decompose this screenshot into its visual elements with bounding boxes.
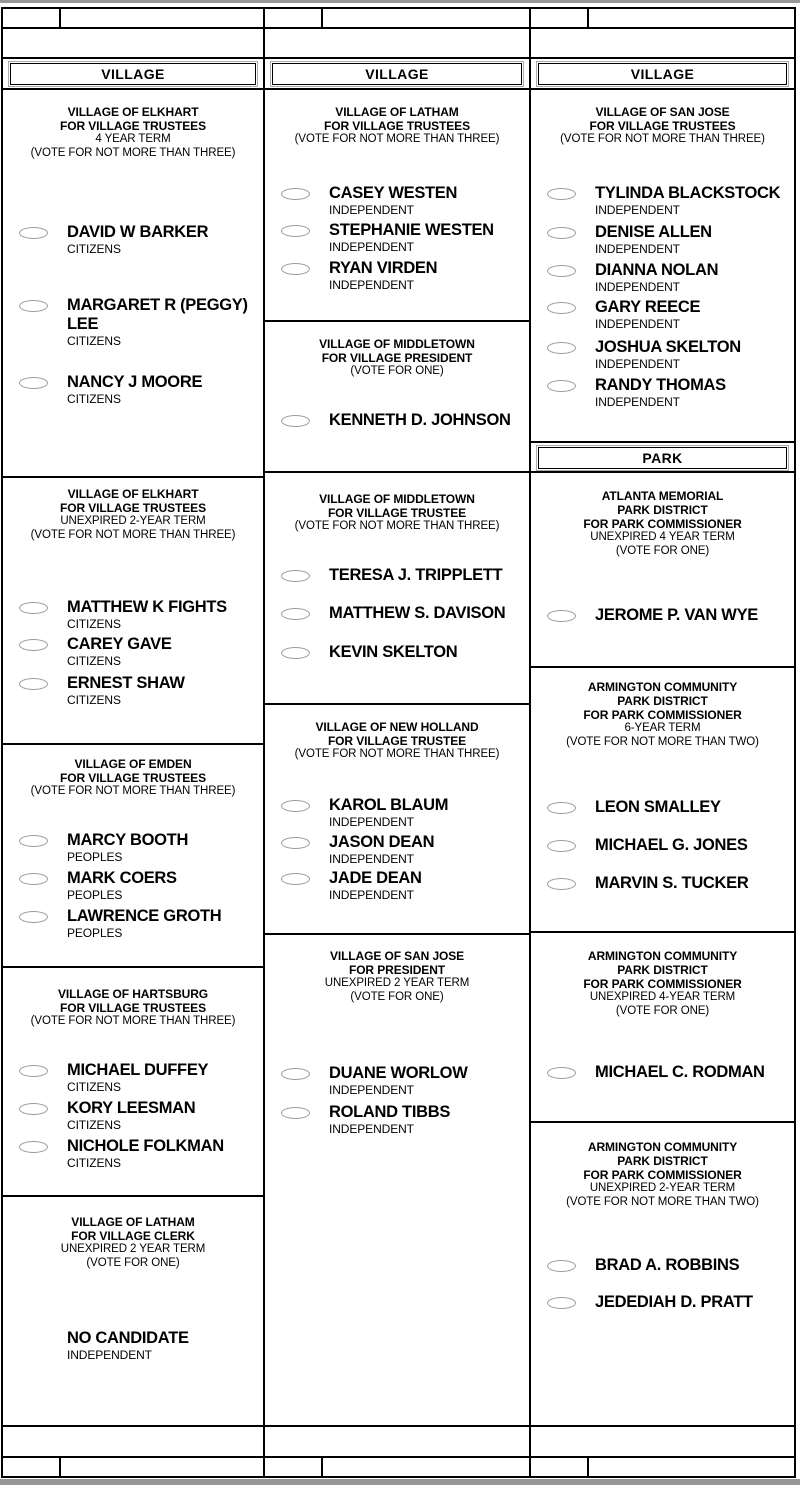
contest-title-line: ARMINGTON COMMUNITY [587, 949, 738, 963]
candidate-name: KORY LEESMAN [67, 1099, 196, 1117]
stub-box-small [265, 1458, 323, 1476]
vote-oval[interactable] [281, 1107, 310, 1119]
contest-header [267, 720, 527, 762]
contest-title-line: VILLAGE OF SAN JOSE [329, 949, 465, 963]
contest-header [267, 337, 527, 379]
contest-instruction: (VOTE FOR ONE) [615, 1004, 710, 1017]
candidate-row [531, 798, 794, 817]
candidate-text [595, 338, 792, 371]
contest-term: UNEXPIRED 4-YEAR TERM [589, 991, 736, 1003]
candidate-name: MARCY BOOTH [67, 831, 189, 849]
candidate-party: INDEPENDENT [595, 203, 680, 217]
stub-row-top [531, 9, 794, 29]
contest [265, 90, 529, 322]
contest-title-line: FOR VILLAGE TRUSTEE [327, 506, 467, 520]
stub-row-top [265, 9, 529, 29]
candidate-name: KAROL BLAUM [329, 796, 449, 814]
contest-instruction: (VOTE FOR ONE) [86, 1256, 180, 1269]
vote-oval[interactable] [19, 911, 48, 923]
candidate-text [329, 833, 527, 866]
candidate-party: INDEPENDENT [329, 1122, 414, 1136]
candidate-row [265, 1103, 529, 1136]
candidate-row [265, 604, 529, 623]
contest-header [533, 1140, 792, 1209]
candidate-row [3, 674, 263, 707]
candidate-text [329, 1103, 527, 1136]
contest-instruction: (VOTE FOR NOT MORE THAN THREE) [294, 520, 500, 532]
candidate-party: INDEPENDENT [595, 317, 680, 331]
candidate-name: TERESA J. TRIPPLETT [329, 566, 503, 584]
candidate-name: GARY REECE [595, 298, 701, 316]
vote-oval[interactable] [281, 570, 310, 582]
vote-oval[interactable] [281, 225, 310, 237]
vote-oval[interactable] [281, 188, 310, 200]
banner-label: VILLAGE [10, 63, 256, 85]
candidate-name: STEPHANIE WESTEN [329, 221, 494, 239]
contest [265, 473, 529, 705]
vote-oval[interactable] [281, 263, 310, 275]
contest [531, 473, 794, 668]
vote-oval[interactable] [547, 802, 576, 814]
contest-title-line: ARMINGTON COMMUNITY [587, 680, 738, 694]
candidate-row [531, 1293, 794, 1312]
contest-instruction: (VOTE FOR ONE) [350, 990, 444, 1003]
contest [265, 705, 529, 935]
contest-term: UNEXPIRED 2-YEAR TERM [589, 1182, 736, 1194]
candidate-row [3, 296, 263, 348]
vote-oval[interactable] [19, 873, 48, 885]
stub-row-bottom [3, 1456, 263, 1476]
candidate-text [329, 869, 527, 902]
contest-title-line: VILLAGE OF MIDDLETOWN [319, 337, 475, 351]
vote-oval[interactable] [547, 1260, 576, 1272]
candidate-row [3, 1137, 263, 1170]
candidate-row [3, 869, 263, 902]
contest-title-line: FOR VILLAGE TRUSTEES [59, 501, 206, 515]
candidate-text [329, 184, 527, 217]
candidate-text [67, 869, 261, 902]
candidate-party: CITIZENS [67, 1118, 121, 1132]
contest-title-line: FOR VILLAGE CLERK [71, 1229, 195, 1243]
candidate-name: TYLINDA BLACKSTOCK [595, 184, 781, 202]
candidate-name: LAWRENCE GROTH [67, 907, 222, 925]
candidate-row [3, 907, 263, 940]
vote-oval[interactable] [19, 1065, 48, 1077]
candidate-name: KENNETH D. JOHNSON [329, 411, 511, 429]
contest-title-line: VILLAGE OF SAN JOSE [595, 105, 730, 119]
stub-box-small [531, 1458, 589, 1476]
vote-oval[interactable] [19, 639, 48, 651]
contest-title-line: PARK DISTRICT [617, 694, 708, 708]
candidate-party: INDEPENDENT [329, 240, 414, 254]
candidate-name: NO CANDIDATE [67, 1329, 189, 1347]
contest [3, 968, 263, 1197]
candidate-text [595, 261, 792, 294]
candidate-row [3, 373, 263, 406]
candidate-text [595, 223, 792, 256]
contest [3, 478, 263, 745]
contest-title-line: VILLAGE OF NEW HOLLAND [315, 720, 479, 734]
candidate-name: DENISE ALLEN [595, 223, 712, 241]
candidate-name: JEDEDIAH D. PRATT [595, 1293, 753, 1311]
stub-box-small [265, 9, 323, 27]
candidate-name: CAREY GAVE [67, 635, 172, 653]
contest [531, 1123, 794, 1427]
vote-oval[interactable] [19, 1141, 48, 1153]
candidate-row [3, 223, 263, 256]
contest-title-line: FOR VILLAGE TRUSTEES [59, 1001, 206, 1015]
vote-oval[interactable] [547, 380, 576, 392]
ballot-column [263, 7, 531, 1478]
candidate-party: PEOPLES [67, 926, 123, 940]
candidate-row [3, 1329, 263, 1362]
candidate-name: MARVIN S. TUCKER [595, 874, 749, 892]
contest-title-line: FOR VILLAGE TRUSTEES [589, 119, 736, 133]
vote-oval[interactable] [547, 840, 576, 852]
candidate-name: LEON SMALLEY [595, 798, 721, 816]
candidate-row [3, 635, 263, 668]
candidate-party: INDEPENDENT [329, 278, 414, 292]
contest [265, 935, 529, 1427]
contest-title-line: FOR VILLAGE TRUSTEE [327, 734, 467, 748]
section-banner [265, 57, 529, 90]
contest-title-line: FOR PRESIDENT [348, 963, 446, 977]
contest-title-line: VILLAGE OF ELKHART [67, 105, 199, 119]
contest-header [533, 489, 792, 558]
vote-oval[interactable] [547, 1067, 576, 1079]
candidate-row [265, 259, 529, 292]
contest-header [267, 492, 527, 534]
stub-row-bottom [265, 1456, 529, 1476]
vote-oval[interactable] [19, 1103, 48, 1115]
candidate-row [531, 836, 794, 855]
candidate-text [329, 1064, 527, 1097]
stub-row-top [3, 9, 263, 29]
contest [531, 90, 794, 443]
vote-oval[interactable] [281, 415, 310, 427]
candidate-name: NICHOLE FOLKMAN [67, 1137, 224, 1155]
contest-instruction: (VOTE FOR NOT MORE THAN THREE) [30, 528, 236, 541]
contest [3, 90, 263, 478]
candidate-name: MICHAEL G. JONES [595, 836, 748, 854]
contest-title-line: VILLAGE OF ELKHART [67, 487, 199, 501]
candidate-row [265, 1064, 529, 1097]
contest-header [267, 949, 527, 1004]
candidate-row [265, 411, 529, 430]
candidate-text [67, 1329, 261, 1362]
contest-term: 4 YEAR TERM [95, 133, 171, 145]
candidate-text [595, 874, 792, 893]
candidate-text [329, 604, 527, 623]
contest-title-line: PARK DISTRICT [617, 963, 708, 977]
section-banner [531, 57, 794, 90]
candidate-name: MARK COERS [67, 869, 177, 887]
ballot-column [1, 7, 265, 1478]
contest-instruction: (VOTE FOR NOT MORE THAN THREE) [30, 146, 236, 159]
candidate-row [265, 221, 529, 254]
contest-title-line: FOR PARK COMMISSIONER [583, 977, 742, 991]
contest [3, 745, 263, 968]
contest-title-line: FOR VILLAGE TRUSTEES [323, 119, 470, 133]
candidate-row [531, 261, 794, 294]
candidate-text [595, 1256, 792, 1275]
candidate-name: DUANE WORLOW [329, 1064, 468, 1082]
contest-title-line: VILLAGE OF MIDDLETOWN [319, 492, 475, 506]
candidate-name: JEROME P. VAN WYE [595, 606, 758, 624]
candidate-party: INDEPENDENT [329, 203, 414, 217]
contest-instruction: (VOTE FOR NOT MORE THAN THREE) [294, 748, 500, 760]
stub-row-bottom [531, 1456, 794, 1476]
candidate-row [531, 1256, 794, 1275]
candidate-name: CASEY WESTEN [329, 184, 458, 202]
contest-instruction: (VOTE FOR NOT MORE THAN TWO) [566, 735, 759, 748]
candidate-party: INDEPENDENT [595, 357, 680, 371]
candidate-text [329, 796, 527, 829]
candidate-party: PEOPLES [67, 850, 123, 864]
contest-instruction: (VOTE FOR NOT MORE THAN THREE) [560, 133, 765, 145]
candidate-text [329, 221, 527, 254]
banner-label: PARK [538, 447, 787, 469]
contest-title-line: FOR PARK COMMISSIONER [583, 1168, 742, 1182]
candidate-row [531, 874, 794, 893]
contest-header [5, 1215, 261, 1270]
candidate-party: CITIZENS [67, 1156, 121, 1170]
contest-instruction: (VOTE FOR ONE) [615, 544, 710, 557]
stub-box-small [3, 9, 61, 27]
candidate-name: DAVID W BARKER [67, 223, 209, 241]
candidate-row [531, 223, 794, 256]
candidate-text [67, 635, 261, 668]
banner-label: VILLAGE [272, 63, 522, 85]
candidate-name: MATTHEW S. DAVISON [329, 604, 506, 622]
vote-oval[interactable] [281, 873, 310, 885]
candidate-row [531, 338, 794, 371]
candidate-party: CITIZENS [67, 242, 121, 256]
contest-instruction: (VOTE FOR NOT MORE THAN THREE) [294, 133, 500, 145]
candidate-party: CITIZENS [67, 617, 121, 631]
candidate-name: MICHAEL DUFFEY [67, 1061, 209, 1079]
contest-term: UNEXPIRED 4 YEAR TERM [590, 531, 735, 543]
candidate-text [595, 376, 792, 409]
vote-oval[interactable] [281, 1068, 310, 1080]
candidate-text [67, 1137, 261, 1170]
candidate-text [595, 1293, 792, 1312]
candidate-row [531, 1063, 794, 1082]
vote-oval[interactable] [19, 377, 48, 389]
contest-title-line: PARK DISTRICT [617, 503, 708, 517]
vote-oval[interactable] [19, 227, 48, 239]
contest-term: UNEXPIRED 2 YEAR TERM [324, 977, 470, 989]
contest-instruction: (VOTE FOR NOT MORE THAN TWO) [566, 1195, 759, 1208]
candidate-row [531, 298, 794, 331]
contest-title-line: ARMINGTON COMMUNITY [587, 1140, 738, 1154]
vote-oval[interactable] [547, 302, 576, 314]
contest-header [5, 105, 261, 160]
page-edge-bottom [0, 1479, 800, 1485]
contest-term: 6-YEAR TERM [624, 722, 701, 734]
contest-header [5, 757, 261, 799]
candidate-text [67, 1061, 261, 1094]
section-banner [531, 443, 794, 473]
contest-title-line: VILLAGE OF LATHAM [71, 1215, 195, 1229]
candidate-text [67, 674, 261, 707]
vote-oval[interactable] [281, 647, 310, 659]
candidate-text [67, 831, 261, 864]
candidate-party: INDEPENDENT [595, 280, 680, 294]
stub-box-small [531, 9, 589, 27]
candidate-name: JADE DEAN [329, 869, 422, 887]
contest-header [5, 487, 261, 542]
candidate-row [531, 376, 794, 409]
candidate-text [67, 598, 261, 631]
candidate-text [67, 1099, 261, 1132]
candidate-party: PEOPLES [67, 888, 123, 902]
page-edge-top [0, 0, 800, 3]
contest-title-line: VILLAGE OF HARTSBURG [58, 987, 208, 1001]
contest-header [533, 105, 792, 147]
candidate-text [595, 184, 792, 217]
candidate-name: NANCY J MOORE [67, 373, 203, 391]
candidate-text [329, 643, 527, 662]
candidate-name: MATTHEW K FIGHTS [67, 598, 227, 616]
vote-oval[interactable] [19, 300, 48, 312]
candidate-row [265, 184, 529, 217]
candidate-name: KEVIN SKELTON [329, 643, 458, 661]
candidate-text [67, 223, 261, 256]
contest-title-line: FOR VILLAGE PRESIDENT [321, 351, 473, 365]
contest-instruction: (VOTE FOR NOT MORE THAN THREE) [30, 1015, 236, 1027]
contest-term: UNEXPIRED 2 YEAR TERM [60, 1243, 206, 1255]
candidate-text [67, 373, 261, 406]
vote-oval[interactable] [281, 837, 310, 849]
candidate-party: INDEPENDENT [595, 242, 680, 256]
candidate-row [265, 796, 529, 829]
candidate-party: CITIZENS [67, 392, 121, 406]
vote-oval[interactable] [281, 800, 310, 812]
candidate-text [595, 798, 792, 817]
candidate-text [595, 298, 792, 331]
candidate-party: CITIZENS [67, 693, 121, 707]
contest-title-line: PARK DISTRICT [617, 1154, 708, 1168]
candidate-row [265, 833, 529, 866]
contest [531, 668, 794, 933]
candidate-party: INDEPENDENT [595, 395, 680, 409]
candidate-party: INDEPENDENT [329, 852, 414, 866]
candidate-name: DIANNA NOLAN [595, 261, 719, 279]
candidate-name: MICHAEL C. RODMAN [595, 1063, 765, 1081]
candidate-party: INDEPENDENT [329, 1083, 414, 1097]
candidate-name: JASON DEAN [329, 833, 435, 851]
candidate-party: INDEPENDENT [329, 815, 414, 829]
candidate-row [531, 184, 794, 217]
ballot-column [529, 7, 796, 1478]
contest-title-line: FOR PARK COMMISSIONER [583, 517, 742, 531]
vote-oval[interactable] [547, 188, 576, 200]
candidate-name: MARGARET R (PEGGY) LEE [67, 296, 248, 333]
candidate-text [329, 566, 527, 585]
contest-title-line: FOR PARK COMMISSIONER [583, 708, 742, 722]
candidate-party: CITIZENS [67, 1080, 121, 1094]
candidate-text [595, 836, 792, 855]
candidate-name: RYAN VIRDEN [329, 259, 438, 277]
contest-title-line: ATLANTA MEMORIAL [601, 489, 724, 503]
candidate-party: CITIZENS [67, 654, 121, 668]
candidate-row [265, 869, 529, 902]
candidate-name: ERNEST SHAW [67, 674, 185, 692]
contest-header [533, 680, 792, 749]
contest-instruction: (VOTE FOR ONE) [350, 365, 444, 377]
candidate-row [3, 831, 263, 864]
contest-header [267, 105, 527, 147]
contest-header [533, 949, 792, 1018]
candidate-row [265, 643, 529, 662]
contest [3, 1197, 263, 1427]
candidate-party: INDEPENDENT [329, 888, 414, 902]
candidate-row [531, 606, 794, 625]
vote-oval[interactable] [19, 678, 48, 690]
candidate-row [265, 566, 529, 585]
section-banner [3, 57, 263, 90]
candidate-party: CITIZENS [67, 334, 121, 348]
candidate-row [3, 1099, 263, 1132]
stub-box-small [3, 1458, 61, 1476]
candidate-text [67, 907, 261, 940]
contest-instruction: (VOTE FOR NOT MORE THAN THREE) [30, 785, 236, 797]
candidate-row [3, 598, 263, 631]
contest-title-line: VILLAGE OF LATHAM [335, 105, 459, 119]
contest-title-line: FOR VILLAGE TRUSTEES [59, 771, 206, 785]
vote-oval[interactable] [547, 342, 576, 354]
vote-oval[interactable] [547, 227, 576, 239]
candidate-text [329, 259, 527, 292]
candidate-text [67, 296, 261, 348]
candidate-text [329, 411, 527, 430]
vote-oval[interactable] [547, 265, 576, 277]
candidate-text [595, 606, 792, 625]
vote-oval[interactable] [547, 610, 576, 622]
contest [265, 322, 529, 473]
candidate-name: RANDY THOMAS [595, 376, 726, 394]
contest-header [5, 987, 261, 1029]
candidate-row [3, 1061, 263, 1094]
candidate-party: INDEPENDENT [67, 1348, 152, 1362]
banner-label: VILLAGE [538, 63, 787, 85]
contest [531, 933, 794, 1123]
vote-oval[interactable] [281, 608, 310, 620]
contest-title-line: VILLAGE OF EMDEN [74, 757, 192, 771]
candidate-text [595, 1063, 792, 1082]
vote-oval[interactable] [547, 1297, 576, 1309]
vote-oval[interactable] [547, 878, 576, 890]
candidate-name: ROLAND TIBBS [329, 1103, 451, 1121]
contest-title-line: FOR VILLAGE TRUSTEES [59, 119, 206, 133]
candidate-name: JOSHUA SKELTON [595, 338, 741, 356]
candidate-name: BRAD A. ROBBINS [595, 1256, 740, 1274]
vote-oval[interactable] [19, 602, 48, 614]
contest-term: UNEXPIRED 2-YEAR TERM [60, 515, 206, 527]
vote-oval[interactable] [19, 835, 48, 847]
